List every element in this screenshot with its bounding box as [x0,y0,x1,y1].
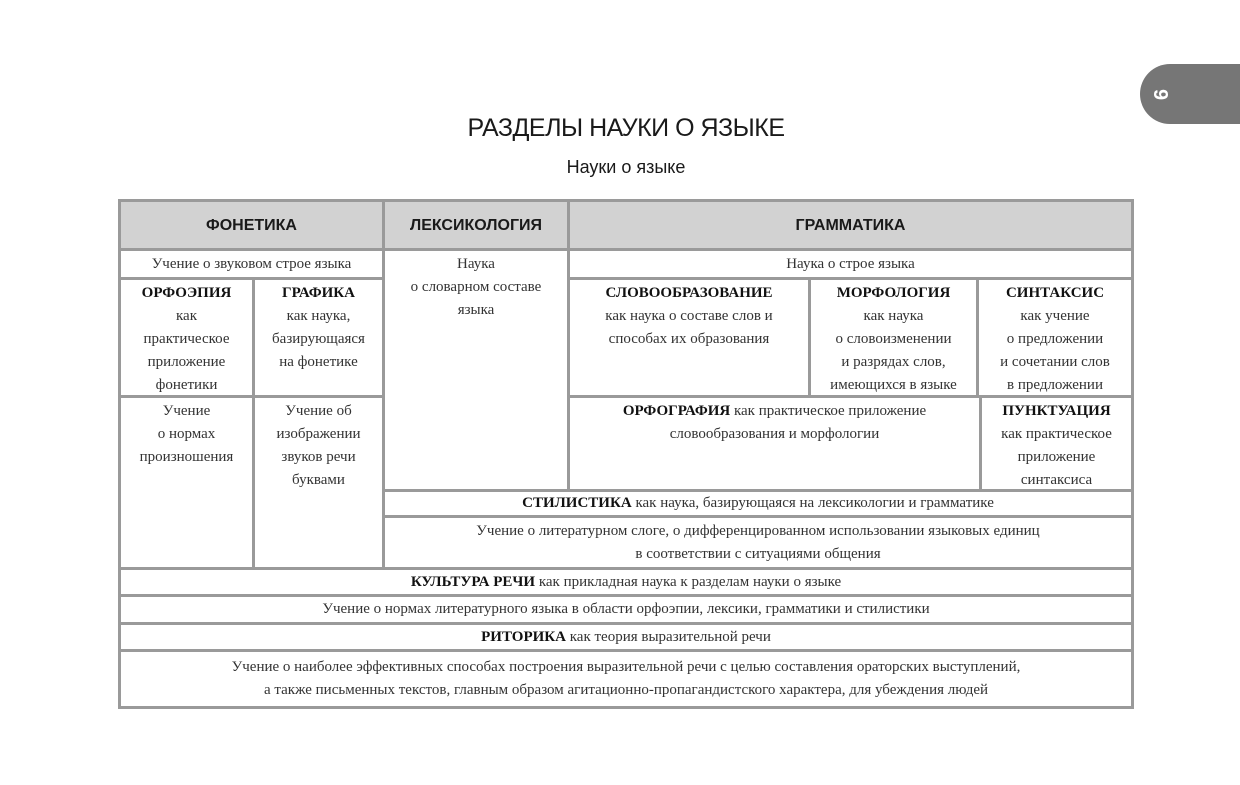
word-formation-line: способах их образования [608,331,770,347]
stylistics-desc-line: в соответствии с ситуациями общения [635,546,881,562]
header-phonetics: ФОНЕТИКА [121,202,382,248]
lexicology-cell [385,251,567,489]
speech-culture-name: КУЛЬТУРА РЕЧИ [410,573,536,590]
graphics-name: ГРАФИКА [282,285,355,301]
morphology-line: как наука [863,308,924,324]
phonetics-definition: Учение о звуковом строе языка [121,251,382,277]
rhetoric-description [121,652,1131,706]
lexicology-line: Наука [457,256,495,272]
graphics-desc-line: звуков речи [281,449,356,465]
orthoepy-desc-line: о нормах [157,426,216,442]
graphics-desc-line: буквами [292,472,345,488]
syntax-cell [979,280,1131,395]
orthography-line: как практическое приложение [733,403,927,419]
rhetoric-text: как теория выразительной речи [569,628,771,645]
orthoepy-line: практическое [143,331,230,347]
orthoepy-line: приложение [147,354,226,370]
orthography-line: словообразования и морфологии [669,426,880,442]
header-grammar: ГРАММАТИКА [570,202,1131,248]
speech-culture-text: как прикладная наука к разделам науки о языке [538,573,842,590]
orthography-name: ОРФОГРАФИЯ [622,403,731,419]
speech-culture-cell [121,570,1131,594]
rhetoric-name: РИТОРИКА [481,628,566,645]
punctuation-line: как практическое [1001,426,1112,442]
punctuation-line: приложение [1017,449,1096,465]
syntax-line: в предложении [1007,377,1103,393]
orthography-cell [570,398,979,489]
stylistics-description [385,518,1131,567]
lexicology-line: языка [457,302,495,318]
orthoepy-name: ОРФОЭПИЯ [141,285,232,301]
graphics-cell [255,280,382,395]
punctuation-line: синтаксиса [1020,472,1093,488]
stylistics-text: как наука, базирующаяся на лексикологии и грамматике [635,495,994,511]
stylistics-desc-line: Учение о литературном слоге, о дифференцированном использовании языковых единиц [476,523,1040,539]
page-subtitle: Науки о языке [566,157,686,177]
rhetoric-cell [121,625,1131,649]
orthoepy-description [121,398,252,567]
rhetoric-desc-line: Учение о наиболее эффективных способах построения выразительной речи с целью составления ораторских выступлений, [231,659,1021,675]
speech-culture-description: Учение о нормах литературного языка в области орфоэпии, лексики, грамматики и стилистики [121,597,1131,622]
stylistics-cell [385,492,1131,515]
page-title: РАЗДЕЛЫ НАУКИ О ЯЗЫКЕ [467,114,785,142]
graphics-description [255,398,382,567]
graphics-line: базирующаяся [272,331,365,347]
header-lexicology: ЛЕКСИКОЛОГИЯ [385,202,567,248]
graphics-line: на фонетике [279,354,358,370]
lexicology-line: о словарном составе [410,279,542,295]
graphics-desc-line: изображении [276,426,361,442]
page-number: 9 [1149,88,1172,100]
language-sciences-table [118,199,1134,709]
syntax-line: о предложении [1006,331,1104,347]
rhetoric-desc-line: а также письменных текстов, главным образом агитационно-пропагандистского характера, для убеждения людей [263,682,989,698]
syntax-name: СИНТАКСИС [1005,285,1105,301]
morphology-line: имеющихся в языке [830,377,957,393]
syntax-line: и сочетании слов [1000,354,1110,370]
orthoepy-cell [121,280,252,395]
morphology-cell [811,280,976,395]
punctuation-name: ПУНКТУАЦИЯ [1002,403,1111,419]
orthoepy-desc-line: произношения [139,449,234,465]
punctuation-cell [982,398,1131,489]
word-formation-line: как наука о составе слов и [605,308,773,324]
morphology-line: и разрядах слов, [841,354,946,370]
morphology-name: МОРФОЛОГИЯ [836,285,951,301]
word-formation-cell [570,280,808,395]
orthoepy-line: фонетики [155,377,218,393]
morphology-line: о словоизменении [835,331,952,347]
syntax-line: как учение [1020,308,1090,324]
orthoepy-desc-line: Учение [162,403,211,419]
grammar-definition: Наука о строе языка [570,251,1131,277]
graphics-line: как наука, [286,308,351,324]
orthoepy-line: как [175,308,197,324]
word-formation-name: СЛОВООБРАЗОВАНИЕ [605,285,773,301]
stylistics-name: СТИЛИСТИКА [522,495,632,511]
graphics-desc-line: Учение об [285,403,352,419]
